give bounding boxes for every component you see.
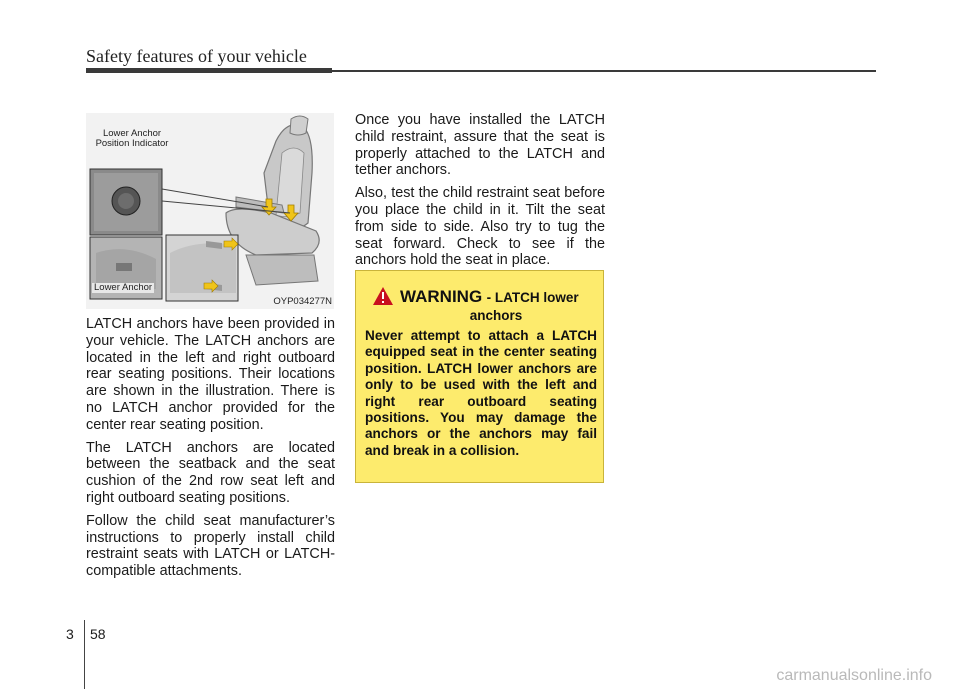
warning-header [366, 287, 596, 323]
figure-code: OYP034277N [273, 296, 332, 307]
figure-label-position-indicator [90, 129, 174, 149]
warning-body: Never attempt to attach a LATCH equipped seat in the center seating position. LATCH lower anchors are only to be used with the left and right rear outboard seating positions. You may damage the anchors or the anchors may fail and break in a collision. [365, 328, 597, 458]
left-column-text [86, 316, 335, 586]
paragraph: Also, test the child restraint seat before you place the child in it. Tilt the seat from side to side. Also try to tug the seat forward. Check to see if the anchors hold the seat in place. [355, 185, 605, 269]
warning-triangle-icon [372, 286, 394, 311]
warning-title: WARNING [400, 287, 483, 306]
watermark: carmanualsonline.info [776, 667, 932, 684]
figure-label-line-1: Lower Anchor [102, 128, 162, 139]
page-number: 58 [90, 626, 106, 642]
right-column-text [355, 112, 605, 275]
latch-anchor-illustration [86, 113, 334, 309]
footer-rule [84, 620, 85, 689]
chapter-number: 3 [66, 626, 74, 642]
paragraph: Once you have installed the LATCH child restraint, assure that the seat is properly attached to the LATCH and tether anchors. [355, 112, 605, 179]
header-rule-accent [86, 68, 332, 73]
warning-box [355, 270, 604, 483]
paragraph: LATCH anchors have been provided in your vehicle. The LATCH anchors are located in the left and right outboard rear seating positions. Their locations are shown in the illustration. There is no LATCH anchor provided for the center rear seating position. [86, 316, 335, 433]
paragraph: Follow the child seat manufacturer’s instructions to properly install child restraint seats with LATCH or LATCH-compatible attachments. [86, 512, 335, 580]
figure-label-line-2: Position Indicator [95, 138, 169, 149]
figure-label-lower-anchor: Lower Anchor [94, 282, 153, 293]
warning-subtitle: - LATCH lower [486, 290, 579, 305]
paragraph: The LATCH anchors are located between the seatback and the seat cushion of the 2nd row seat left and right outboard seating positions. [86, 439, 335, 506]
warning-subtitle-line-2: anchors [469, 308, 523, 323]
page-header-title: Safety features of your vehicle [86, 46, 307, 66]
